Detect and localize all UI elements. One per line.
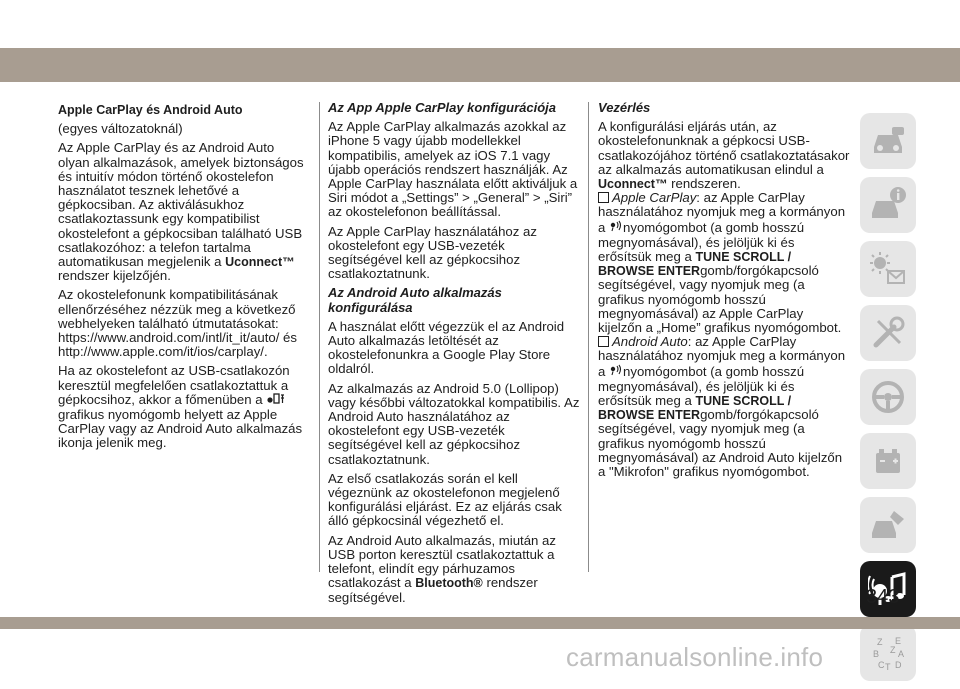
- bullet-label: Apple CarPlay: [612, 190, 697, 206]
- bottom-band: [0, 617, 960, 629]
- tab-car-dashboard[interactable]: [860, 113, 916, 169]
- paragraph: (egyes változatoknál): [58, 121, 183, 137]
- voice-command-icon: [610, 364, 622, 380]
- car-dashboard-icon: [868, 121, 908, 161]
- paragraph: [328, 534, 580, 605]
- paragraph-text: gomb/forgókapcsoló segítségével, vagy nyomjuk meg (a grafikus nyomógomb hosszú megnyomásával) az Android Auto kijelzőn a "Mikrofon" grafikus nyomógombot.: [598, 407, 843, 480]
- paragraph-text: rendszeren.: [671, 176, 741, 192]
- bullet-label: Android Auto: [612, 334, 688, 350]
- paragraph: Az első csatlakozás során el kell végeznünk az okostelefonon megjelenő konfigurálási eljárást. Ez az eljárás csak álló gépkocsinál végezhető el.: [328, 470, 562, 529]
- column-divider: [588, 102, 589, 572]
- tab-steering-wheel[interactable]: [860, 369, 916, 425]
- car-service-icon: [868, 505, 908, 545]
- warning-lights-icon: [868, 249, 908, 289]
- paragraph-text: A konfigurálási eljárás után, az okostelefonunknak a gépkocsi USB-csatlakozójához történő csatlakoztatásakor az alkalmazás automatikusan elindul a: [598, 119, 850, 177]
- paragraph-text: : az Apple CarPlay használatához nyomjuk meg a kormányon a: [598, 190, 846, 235]
- watermark-text: carmanualsonline.info: [566, 642, 824, 672]
- tab-index[interactable]: [860, 625, 916, 681]
- bold-term: Uconnect™: [598, 177, 668, 192]
- index-letter: E: [895, 636, 902, 646]
- column-1: [58, 100, 308, 456]
- bold-term: Uconnect™: [225, 255, 295, 270]
- section-heading: Az Android Auto alkalmazás konfigurálása: [328, 285, 502, 315]
- index-letters-icon: [868, 633, 908, 673]
- column-2: [328, 100, 580, 610]
- paragraph: Az Apple CarPlay alkalmazás azokkal az iPhone 5 vagy újabb modellekkel kompatibilis, amelyek az iOS 7.1 vagy újabb operációs rendszert használják. Az Apple CarPlay használata előtt aktiváljuk a Siri módot a „Settings” > „General” > „Siri” az okostelefonon beállítással.: [328, 119, 578, 220]
- paragraph-text: Az Android Auto alkalmazás, miután az USB porton keresztül csatlakoztattuk a telefont, elindít egy párhuzamos csatlakozást a: [328, 532, 556, 591]
- paragraph-text: grafikus nyomógomb helyett az Apple CarPlay vagy az Android Auto alkalmazás ikonja jelenik meg.: [58, 407, 303, 451]
- section-heading: Az App Apple CarPlay konfigurációja: [328, 100, 557, 115]
- tab-battery[interactable]: [860, 433, 916, 489]
- paragraph-text: : az Apple CarPlay használatához nyomjuk meg a kormányon a: [598, 334, 846, 379]
- paragraph: Az alkalmazás az Android 5.0 (Lollipop) vagy későbbi változatokkal kompatibilis. Az Android Auto használatához az okostelefont egy USB-vezeték segítségével kell az gépkocsihoz csatlakoztatnunk.: [328, 380, 580, 467]
- paragraph-text: rendszer kijelzőjén.: [58, 268, 171, 284]
- index-letter: D: [895, 660, 902, 670]
- tab-warning-lights[interactable]: [860, 241, 916, 297]
- index-letter: T: [885, 662, 891, 672]
- paragraph: Az okostelefonunk kompatibilitásának ellenőrzéséhez nézzük meg a következő webhelyeken található útmutatásokat: https://www.android.com/intl/it_it/auto/ és http://www.apple.com/it/ios/carplay/.: [58, 287, 297, 360]
- section-heading: Vezérlés: [598, 100, 651, 115]
- page-number: 343: [866, 586, 900, 608]
- paragraph-text: gomb/forgókapcsoló segítségével, vagy nyomjuk meg (a grafikus nyomógomb hosszú megnyomásával) az Apple CarPlay kijelzőn a „Home” grafikus nyomógombot.: [598, 263, 842, 336]
- tab-tools[interactable]: [860, 305, 916, 361]
- voice-command-icon: [610, 220, 622, 236]
- index-letter: A: [898, 649, 905, 659]
- column-divider: [319, 102, 320, 572]
- tab-car-info[interactable]: [860, 177, 916, 233]
- index-letter: C: [878, 660, 885, 670]
- index-letter: Z: [877, 637, 883, 647]
- paragraph: A használat előtt végezzük el az Android Auto alkalmazás letöltését az okostelefonunkra a Google Play Store oldalról.: [328, 318, 565, 377]
- paragraph: [58, 364, 308, 450]
- section-heading: Apple CarPlay és Android Auto: [58, 103, 243, 117]
- checkbox-bullet-icon: [598, 336, 609, 347]
- battery-icon: [868, 441, 908, 481]
- paragraph-text: rendszer segítségével.: [328, 575, 538, 605]
- paragraph: [598, 120, 850, 191]
- index-letter: Z: [890, 645, 896, 655]
- paragraph: [58, 141, 308, 283]
- paragraph-text: Az Apple CarPlay és az Android Auto olyan alkalmazások, amelyek biztonságos és intuitív módon történő okostelefon használatot tesznek lehetővé a gépkocsiban. Az aktiválásukhoz csatlakoztassunk egy kompatibilist okostelefont a gépkocsiban található USB csatlakozóhoz: a telefon tartalma automatikusan megjelenik a: [58, 140, 304, 270]
- paragraph-text: nyomógombot (a gomb hosszú megnyomásával), és jelöljük ki és erősítsük meg a: [598, 219, 805, 265]
- tools-icon: [868, 313, 908, 353]
- top-band: [0, 48, 960, 82]
- bold-term: TUNE SCROLL / BROWSE ENTER: [598, 394, 792, 423]
- tab-car-service[interactable]: [860, 497, 916, 553]
- bold-term: TUNE SCROLL / BROWSE ENTER: [598, 250, 792, 279]
- bullet-item: [598, 335, 850, 479]
- car-info-icon: [868, 185, 908, 225]
- phone-app-icon: [267, 393, 285, 408]
- checkbox-bullet-icon: [598, 192, 609, 203]
- paragraph-text: Ha az okostelefont az USB-csatlakozón keresztül megfelelően csatlakoztattuk a gépkocsihoz, akkor a főmenüben a: [58, 363, 290, 407]
- steering-wheel-icon: [868, 377, 908, 417]
- paragraph-text: nyomógombot (a gomb hosszú megnyomásával), és jelöljük ki és erősítsük meg a: [598, 363, 805, 409]
- index-letter: B: [873, 649, 880, 659]
- bullet-item: [598, 191, 850, 335]
- column-3: [598, 100, 850, 484]
- paragraph: Az Apple CarPlay használatához az okostelefont egy USB-vezeték segítségével kell az gépkocsihoz csatlakoztatnunk.: [328, 223, 537, 282]
- bold-term: Bluetooth®: [415, 576, 483, 591]
